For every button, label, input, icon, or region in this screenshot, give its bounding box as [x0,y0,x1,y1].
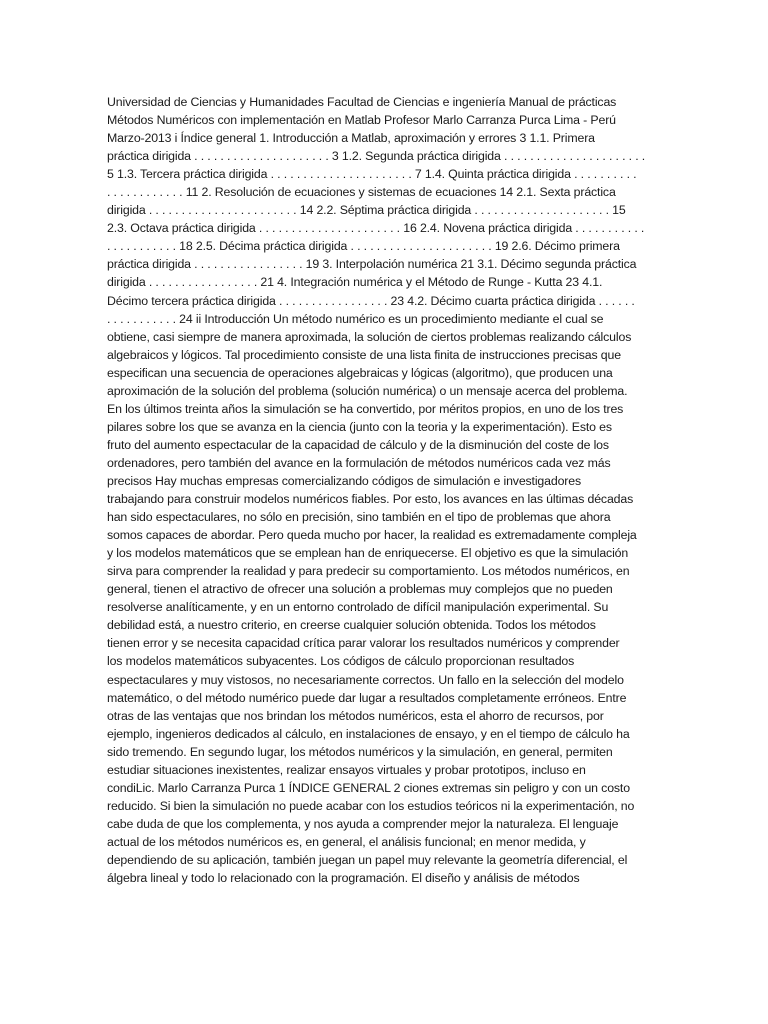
text-line: condiLic. Marlo Carranza Purca 1 ÍNDICE GENERAL 2 ciones extremas sin peligro y con un costo [107,780,630,795]
text-line: ordenadores, pero también del avance en la formulación de métodos numéricos cada vez más [107,455,611,470]
text-line: . . . . . . . . . . . . 11 2. Resolución de ecuaciones y sistemas de ecuaciones 14 2.1. Sexta práctica [107,185,616,200]
text-line: Universidad de Ciencias y Humanidades Facultad de Ciencias e ingeniería Manual de prácticas [107,95,617,109]
text-line: pilares sobre los que se avanza en la ciencia (junto con la teoria y la experimentación). Esto es [107,419,612,434]
text-line: práctica dirigida . . . . . . . . . . . . . . . . . . . . . 3 1.2. Segunda práctica dirigida . . . . . . . . . . . . . . . . . . . . . . [107,149,646,164]
text-line: . . . . . . . . . . . 18 2.5. Décima práctica dirigida . . . . . . . . . . . . . . . . . . . . . . 19 2.6. Décimo primera [107,239,620,254]
text-line: fruto del aumento espectacular de la capacidad de cálculo y de la disminución del coste de los [107,437,609,452]
text-line: obtiene, casi siempre de manera aproximada, la solución de ciertos problemas realizando cálculos [107,329,632,344]
text-line: práctica dirigida . . . . . . . . . . . . . . . . . 19 3. Interpolación numérica 21 3.1. Décimo segunda práctica [107,257,637,272]
text-line: Métodos Numéricos con implementación en Matlab Profesor Marlo Carranza Purca Lima - Perú [107,113,616,128]
text-line: 5 1.3. Tercera práctica dirigida . . . . . . . . . . . . . . . . . . . . . . 7 1.4. Quinta práctica dirigida . . . . . . . . . . [107,167,637,182]
document-body-text [107,93,663,887]
text-line: estudiar situaciones inexistentes, realizar ensayos virtuales y probar prototipos, incluso en [107,762,586,777]
text-line: Décimo tercera práctica dirigida . . . . . . . . . . . . . . . . . 23 4.2. Décimo cuarta práctica dirigida . . . . . . [107,293,635,308]
text-line: sido tremendo. En segundo lugar, los métodos numéricos y la simulación, en general, permiten [107,744,613,759]
text-line: los modelos matemáticos subyacentes. Los códigos de cálculo proporcionan resultados [107,654,575,669]
text-line: trabajando para construir modelos numéricos fiables. Por esto, los avances en las últimas décadas [107,492,634,507]
text-line: somos capaces de abordar. Pero queda mucho por hacer, la realidad es extremadamente compleja [107,528,637,543]
text-line: álgebra lineal y todo lo relacionado con la programación. El diseño y análisis de métodos [107,871,580,886]
text-line: sirva para comprender la realidad y para predecir su comportamiento. Los métodos numéricos, en [107,564,630,579]
text-line: En los últimos treinta años la simulación se ha convertido, por méritos propios, en uno de los tres [107,401,624,416]
text-line: actual de los métodos numéricos es, en general, el análisis funcional; en menor medida, y [107,834,586,849]
text-line: dirigida . . . . . . . . . . . . . . . . . 21 4. Integración numérica y el Método de Runge - Kutta 23 4.1. [107,275,603,290]
text-line: reducido. Si bien la simulación no puede acabar con los estudios teóricos ni la experimentación, no [107,798,635,813]
text-line: algebraicos y lógicos. Tal procedimiento consiste de una lista finita de instrucciones precisas que [107,347,621,362]
text-line: tienen error y se necesita capacidad crítica parar valorar los resultados numéricos y comprender [107,636,620,651]
text-line: general, tienen el atractivo de ofrecer una solución a problemas muy complejos que no pueden [107,582,613,597]
text-line: y los modelos matemáticos que se emplean han de enriquecerse. El objetivo es que la simulación [107,546,629,561]
text-line: . . . . . . . . . . . 24 ii Introducción Un método numérico es un procedimiento mediante el cual se [107,311,604,326]
text-line: debilidad está, a nuestro criterio, en creerse cualquier solución obtenida. Todos los métodos [107,618,596,633]
text-line: dependiendo de su aplicación, también juegan un papel muy relevante la geometría diferencial, el [107,852,628,867]
text-line: espectaculares y muy vistosos, no necesariamente correctos. Un fallo en la selección del modelo [107,672,624,687]
text-line: aproximación de la solución del problema (solución numérica) o un mensaje acerca del problema. [107,383,628,398]
text-line: han sido espectaculares, no sólo en precisión, sino también en el tipo de problemas que ahora [107,510,611,525]
text-line: precisos Hay muchas empresas comercializando códigos de simulación e investigadores [107,473,581,488]
text-line: 2.3. Octava práctica dirigida . . . . . . . . . . . . . . . . . . . . . . 16 2.4. Novena práctica dirigida . . . . . . . . . . . [107,221,645,236]
text-line: dirigida . . . . . . . . . . . . . . . . . . . . . . . 14 2.2. Séptima práctica dirigida . . . . . . . . . . . . . . . . . . . . . 15 [107,203,626,218]
text-line: resolverse analíticamente, y en un entorno controlado de difícil manipulación experimental. Su [107,600,609,615]
text-line: cabe duda de que los complementa, y nos ayuda a comprender mejor la naturaleza. El lenguaje [107,816,619,831]
text-line: ejemplo, ingenieros dedicados al cálculo, en instalaciones de ensayo, y en el tiempo de cálculo ha [107,726,630,741]
text-line: otras de las ventajas que nos brindan los métodos numéricos, esta el ahorro de recursos, por [107,708,604,723]
text-line: matemático, o del método numérico puede dar lugar a resultados completamente erróneos. Entre [107,690,627,705]
text-line: especifican una secuencia de operaciones algebraicas y lógicas (algoritmo), que producen una [107,365,613,380]
text-line: Marzo-2013 i Índice general 1. Introducción a Matlab, aproximación y errores 3 1.1. Primera [107,131,595,146]
